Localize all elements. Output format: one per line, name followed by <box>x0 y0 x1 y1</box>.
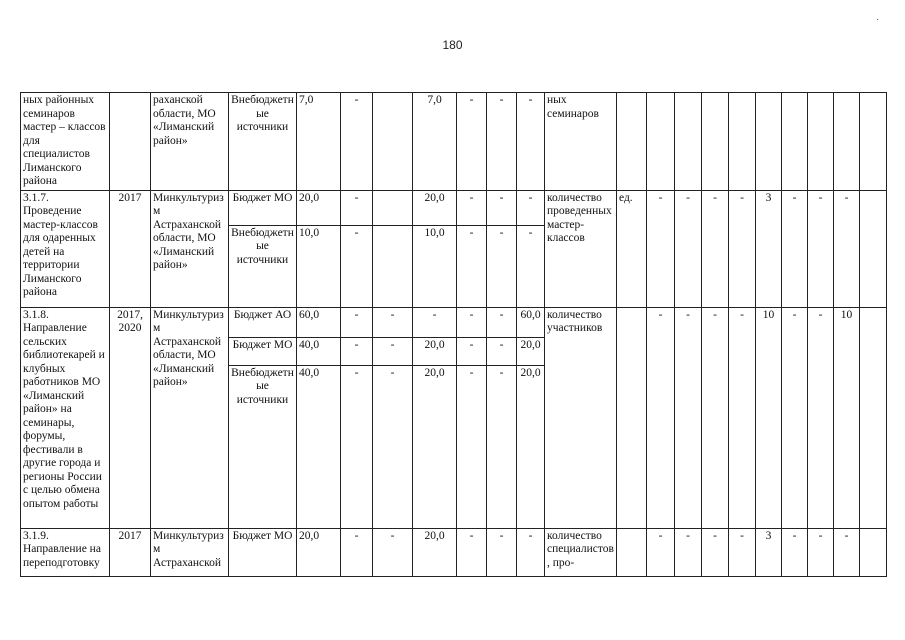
target-value-cell: - <box>647 190 675 307</box>
target-value-cell <box>860 528 887 576</box>
period-cell: 2017 <box>110 528 151 576</box>
unit-cell <box>617 93 647 191</box>
target-value-cell: 10 <box>756 307 782 528</box>
target-value-cell <box>702 93 729 191</box>
target-value-cell: - <box>808 528 834 576</box>
amount-cell: - <box>517 528 545 576</box>
target-value-cell <box>647 93 675 191</box>
indicator-cell: количество проведенных мастер-классов <box>545 190 617 307</box>
executor-cell: Минкультуризм Астраханской области, МО «Лиманский район» <box>151 307 229 528</box>
amount-cell: 60,0 <box>297 307 341 337</box>
activity-name-cell: 3.1.9. Направление на переподготовку <box>21 528 110 576</box>
target-value-cell: - <box>647 307 675 528</box>
target-value-cell: - <box>702 190 729 307</box>
amount-cell: - <box>487 528 517 576</box>
target-value-cell <box>860 190 887 307</box>
target-value-cell: - <box>808 307 834 528</box>
target-value-cell: - <box>647 528 675 576</box>
table-row <box>21 190 887 225</box>
activity-name-cell: 3.1.8. Направление сельских библиотекарей и клубных работников МО «Лиманский район» на семинары, форумы, фестивали в другие города и регионы России с целью обмена опытом работы <box>21 307 110 528</box>
target-value-cell: - <box>702 307 729 528</box>
target-value-cell: - <box>729 190 756 307</box>
amount-cell <box>373 190 413 225</box>
target-value-cell <box>729 93 756 191</box>
target-value-cell: - <box>834 528 860 576</box>
amount-cell: - <box>487 365 517 528</box>
funding-source-cell: Внебюджетные источники <box>229 93 297 191</box>
target-value-cell <box>675 93 702 191</box>
target-value-cell: - <box>702 528 729 576</box>
indicator-cell: количество специалистов, про- <box>545 528 617 576</box>
funding-source-cell: Бюджет МО <box>229 337 297 365</box>
amount-cell: 20,0 <box>297 190 341 225</box>
target-value-cell <box>860 93 887 191</box>
executor-cell: Минкультуризм Астраханской <box>151 528 229 576</box>
amount-cell: - <box>457 528 487 576</box>
amount-cell: 7,0 <box>297 93 341 191</box>
amount-cell: - <box>341 190 373 225</box>
target-value-cell: - <box>675 190 702 307</box>
amount-cell: 40,0 <box>297 337 341 365</box>
amount-cell: 7,0 <box>413 93 457 191</box>
target-value-cell: - <box>782 190 808 307</box>
amount-cell: - <box>341 93 373 191</box>
page-number: 180 <box>442 38 463 52</box>
amount-cell: - <box>517 93 545 191</box>
amount-cell: - <box>341 225 373 307</box>
target-value-cell <box>756 93 782 191</box>
target-value-cell <box>808 93 834 191</box>
amount-cell: - <box>457 93 487 191</box>
target-value-cell <box>782 93 808 191</box>
amount-cell: - <box>341 365 373 528</box>
table-row <box>21 528 887 576</box>
amount-cell: 60,0 <box>517 307 545 337</box>
amount-cell: 10,0 <box>297 225 341 307</box>
target-value-cell: - <box>675 528 702 576</box>
amount-cell: - <box>517 225 545 307</box>
period-cell: 2017, 2020 <box>110 307 151 528</box>
unit-cell: ед. <box>617 190 647 307</box>
funding-source-cell: Бюджет МО <box>229 528 297 576</box>
amount-cell: - <box>341 307 373 337</box>
target-value-cell <box>834 93 860 191</box>
amount-cell: 20,0 <box>297 528 341 576</box>
amount-cell: 20,0 <box>413 337 457 365</box>
amount-cell: - <box>341 528 373 576</box>
activity-name-cell: 3.1.7. Проведение мастер-классов для одаренных детей на территории Лиманского района <box>21 190 110 307</box>
target-value-cell: 10 <box>834 307 860 528</box>
target-value-cell: - <box>729 307 756 528</box>
target-value-cell <box>860 307 887 528</box>
amount-cell: - <box>457 225 487 307</box>
table-row <box>21 93 887 191</box>
amount-cell: - <box>457 365 487 528</box>
amount-cell: - <box>373 307 413 337</box>
target-value-cell: - <box>782 528 808 576</box>
target-value-cell: - <box>729 528 756 576</box>
amount-cell: - <box>341 337 373 365</box>
funding-source-cell: Внебюджетные источники <box>229 365 297 528</box>
funding-source-cell: Внебюджетные источники <box>229 225 297 307</box>
amount-cell: - <box>373 528 413 576</box>
amount-cell: - <box>373 337 413 365</box>
amount-cell: 20,0 <box>413 528 457 576</box>
period-cell <box>110 93 151 191</box>
amount-cell: - <box>517 190 545 225</box>
executor-cell: раханской области, МО «Лиманский район» <box>151 93 229 191</box>
target-value-cell: 3 <box>756 528 782 576</box>
amount-cell: 20,0 <box>517 365 545 528</box>
target-value-cell: - <box>834 190 860 307</box>
amount-cell: - <box>487 93 517 191</box>
program-table <box>20 92 887 577</box>
unit-cell <box>617 307 647 528</box>
target-value-cell: - <box>782 307 808 528</box>
amount-cell: - <box>457 307 487 337</box>
period-cell: 2017 <box>110 190 151 307</box>
amount-cell: 20,0 <box>413 365 457 528</box>
amount-cell: - <box>487 307 517 337</box>
amount-cell: - <box>413 307 457 337</box>
amount-cell: - <box>487 225 517 307</box>
amount-cell: - <box>487 337 517 365</box>
target-value-cell: - <box>808 190 834 307</box>
amount-cell: - <box>373 365 413 528</box>
indicator-cell: ных семинаров <box>545 93 617 191</box>
target-value-cell: 3 <box>756 190 782 307</box>
funding-source-cell: Бюджет АО <box>229 307 297 337</box>
funding-source-cell: Бюджет МО <box>229 190 297 225</box>
amount-cell: 20,0 <box>413 190 457 225</box>
indicator-cell: количество участников <box>545 307 617 528</box>
amount-cell: 20,0 <box>517 337 545 365</box>
amount-cell: - <box>487 190 517 225</box>
amount-cell: - <box>457 337 487 365</box>
amount-cell <box>373 93 413 191</box>
amount-cell: 10,0 <box>413 225 457 307</box>
amount-cell <box>373 225 413 307</box>
table-row <box>21 307 887 337</box>
target-value-cell: - <box>675 307 702 528</box>
executor-cell: Минкультуризм Астраханской области, МО «Лиманский район» <box>151 190 229 307</box>
amount-cell: 40,0 <box>297 365 341 528</box>
activity-name-cell: ных районных семинаров мастер – классов для специалистов Лиманского района <box>21 93 110 191</box>
amount-cell: - <box>457 190 487 225</box>
scan-mark: · <box>876 14 880 25</box>
unit-cell <box>617 528 647 576</box>
